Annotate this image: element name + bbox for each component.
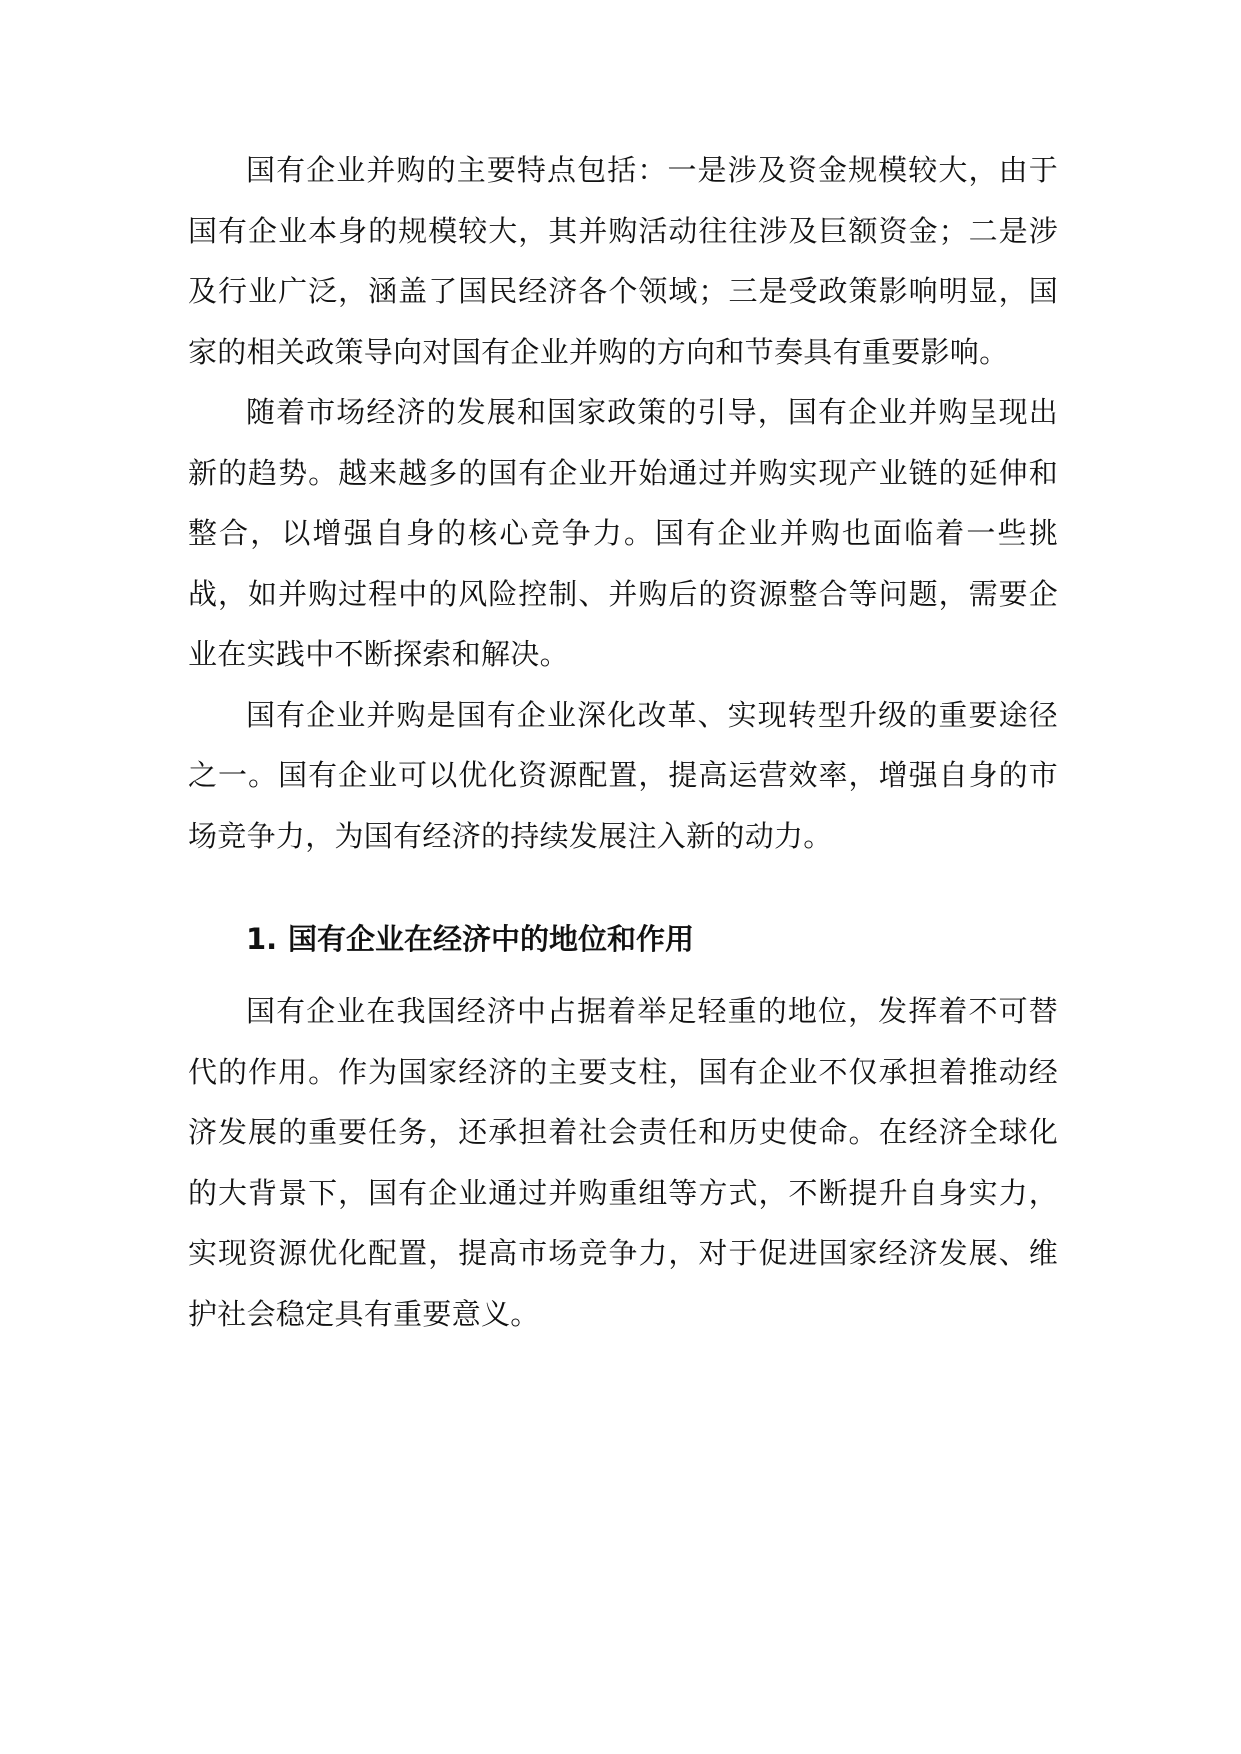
paragraph-merger-features: 国有企业并购的主要特点包括：一是涉及资金规模较大，由于国有企业本身的规模较大，其并购活动往往涉及巨额资金；二是涉及行业广泛，涵盖了国民经济各个领域；三是受政策影响明显，国家的相关政策导向对国有企业并购的方向和节奏具有重要影响。 bbox=[188, 153, 1058, 369]
section-number: 1. bbox=[246, 922, 278, 956]
paragraph-merger-trends: 随着市场经济的发展和国家政策的引导，国有企业并购呈现出新的趋势。越来越多的国有企业开始通过并购实现产业链的延伸和整合，以增强自身的核心竞争力。国有企业并购也面临着一些挑战，如并购过程中的风险控制、并购后的资源整合等问题，需要企业在实践中不断探索和解决。 bbox=[188, 395, 1058, 671]
section-title: 国有企业在经济中的地位和作用 bbox=[288, 922, 695, 956]
paragraph-merger-significance: 国有企业并购是国有企业深化改革、实现转型升级的重要途径之一。国有企业可以优化资源配置，提高运营效率，增强自身的市场竞争力，为国有经济的持续发展注入新的动力。 bbox=[188, 697, 1058, 853]
paragraph-soe-role: 国有企业在我国经济中占据着举足轻重的地位，发挥着不可替代的作用。作为国家经济的主要支柱，国有企业不仅承担着推动经济发展的重要任务，还承担着社会责任和历史使命。在经济全球化的大背景下，国有企业通过并购重组等方式，不断提升自身实力，实现资源优化配置，提高市场竞争力，对于促进国家经济发展、维护社会稳定具有重要意义。 bbox=[188, 994, 1058, 1331]
section-heading bbox=[188, 909, 1058, 969]
document-body bbox=[188, 140, 1058, 1344]
